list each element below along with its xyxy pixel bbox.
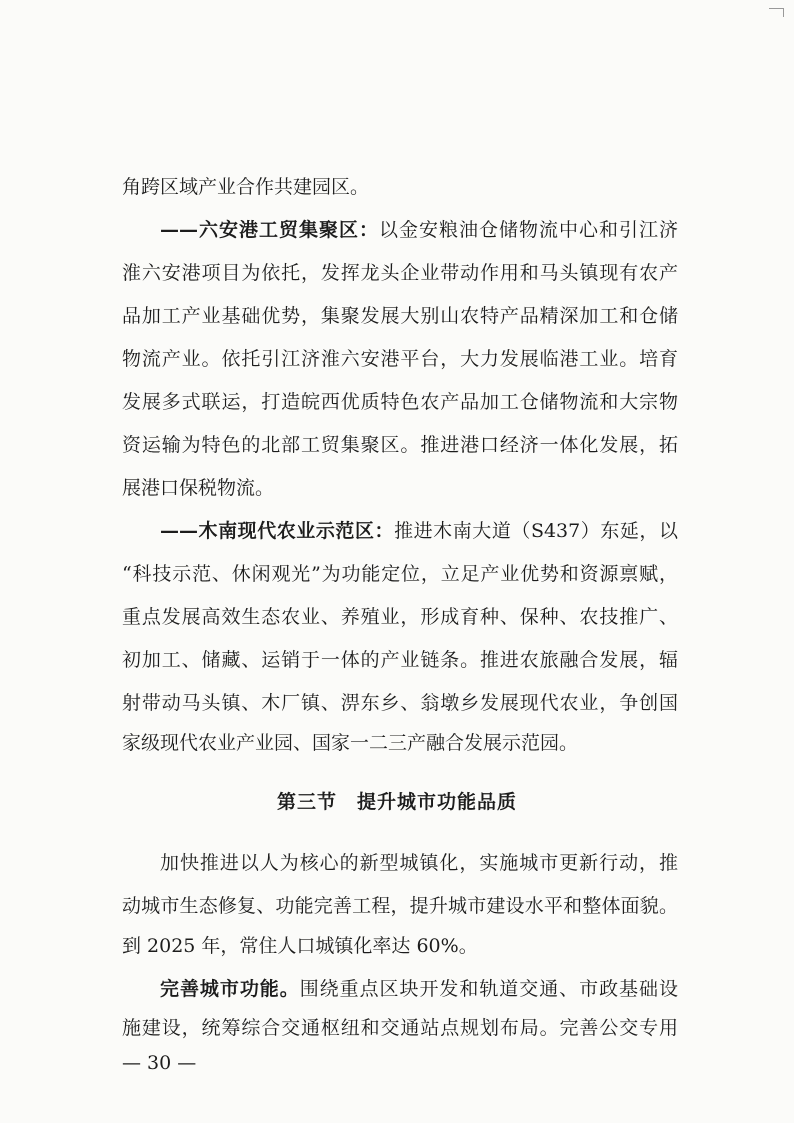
paragraph-text: 推进木南大道（S437）东延，以 — [394, 520, 678, 542]
paragraph-line: 品加工产业基础优势，集聚发展大别山农特产品精深加工和仓储 — [122, 305, 678, 327]
page-number: — 30 — — [122, 1052, 197, 1074]
corner-mark — [769, 8, 784, 17]
paragraph-line: 角跨区域产业合作共建园区。 — [122, 176, 370, 198]
paragraph-line: 初加工、储藏、运销于一体的产业链条。推进农旅融合发展，辐 — [122, 649, 678, 671]
section-heading: 第三节 提升城市功能品质 — [276, 791, 517, 813]
section-title-city-function: 完善城市功能。 — [160, 978, 300, 1000]
paragraph-line: 资运输为特色的北部工贸集聚区。推进港口经济一体化发展，拓 — [122, 434, 678, 456]
paragraph-text: 以金安粮油仓储物流中心和引江济 — [379, 219, 678, 241]
section-title-liuan-port: ——六安港工贸集聚区： — [160, 219, 379, 241]
paragraph-line — [160, 974, 678, 1004]
paragraph-line: 动城市生态修复、功能完善工程，提升城市建设水平和整体面貌。 — [122, 895, 678, 917]
paragraph-line: 重点发展高效生态农业、养殖业，形成育种、保种、农技推广、 — [122, 606, 678, 628]
paragraph-line: 淮六安港项目为依托，发挥龙头企业带动作用和马头镇现有农产 — [122, 262, 678, 284]
paragraph-line: 家级现代农业产业园、国家一二三产融合发展示范园。 — [122, 732, 579, 754]
paragraph-line: 展港口保税物流。 — [122, 477, 275, 499]
paragraph-line: 到 2025 年，常住人口城镇化率达 60%。 — [122, 935, 478, 957]
paragraph-line: 发展多式联运，打造皖西优质特色农产品加工仓储物流和大宗物 — [122, 391, 678, 413]
paragraph-line: 射带动马头镇、木厂镇、淠东乡、翁墩乡发展现代农业，争创国 — [122, 692, 678, 714]
paragraph-line — [160, 516, 678, 546]
paragraph-line — [160, 215, 678, 245]
paragraph-line: 物流产业。依托引江济淮六安港平台，大力发展临港工业。培育 — [122, 348, 678, 370]
section-title-munan-agri: ——木南现代农业示范区： — [160, 520, 395, 542]
paragraph-text: 围绕重点区块开发和轨道交通、市政基础设 — [299, 978, 678, 1000]
paragraph-line: 加快推进以人为核心的新型城镇化，实施城市更新行动，推 — [160, 852, 678, 874]
paragraph-line: 施建设，统筹综合交通枢纽和交通站点规划布局。完善公交专用 — [122, 1017, 678, 1039]
paragraph-line: “科技示范、休闲观光”为功能定位，立足产业优势和资源禀赋， — [122, 563, 678, 585]
